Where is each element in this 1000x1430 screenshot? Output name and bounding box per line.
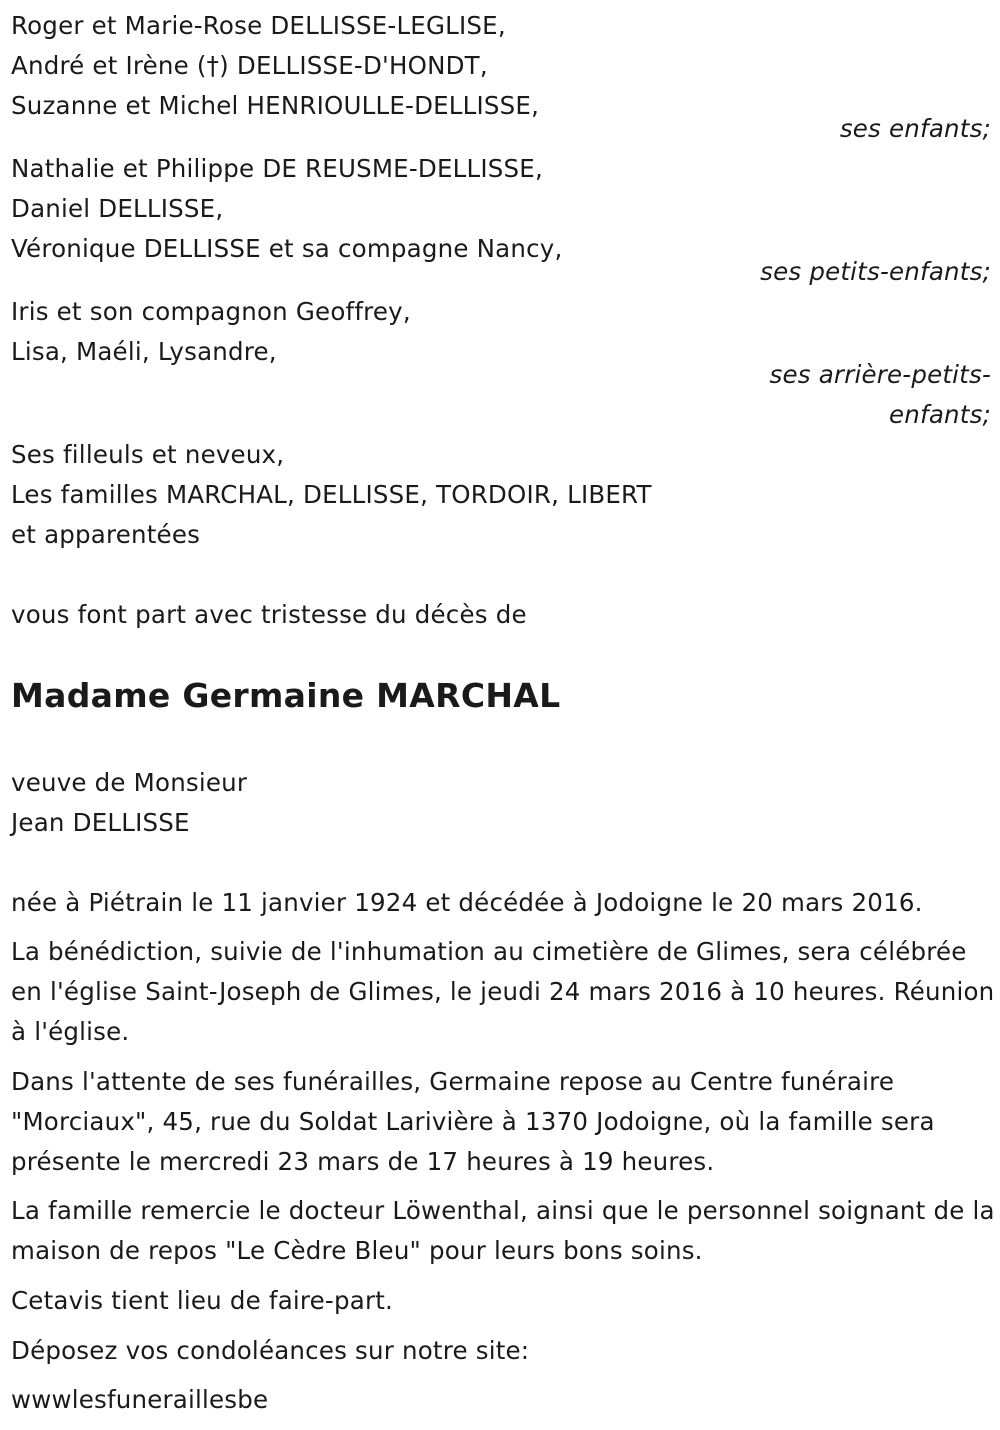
website-link[interactable]: wwwlesfuneraillesbe xyxy=(11,1385,269,1414)
grandchildren-line: Daniel DELLISSE, xyxy=(11,194,224,223)
deceased-name: Madame Germaine MARCHAL xyxy=(11,676,561,715)
others-line: et apparentées xyxy=(11,520,201,549)
notice-paragraph: Cetavis tient lieu de faire-part. xyxy=(11,1286,394,1315)
others-line: Ses filleuls et neveux, xyxy=(11,440,285,469)
children-label: ses enfants; xyxy=(839,114,991,143)
grandchildren-label: ses petits-enfants; xyxy=(760,257,991,286)
announcement-text: vous font part avec tristesse du décès de xyxy=(11,600,527,629)
birth-death-paragraph: née à Piétrain le 11 janvier 1924 et décédée à Jodoigne le 20 mars 2016. xyxy=(11,888,923,917)
ceremony-paragraph: La bénédiction, suivie de l'inhumation au cimetière de Glimes, sera célébrée en l'église Saint-Joseph de Glimes, le jeudi 24 mars 2016 à 10 heures. Réunion à l'église. xyxy=(11,937,995,1046)
great-grandchildren-line: Lisa, Maéli, Lysandre, xyxy=(11,337,277,366)
children-line: Suzanne et Michel HENRIOULLE-DELLISSE, xyxy=(11,91,540,120)
children-line: André et Irène (†) DELLISSE-D'HONDT, xyxy=(11,51,488,80)
others-line: Les familles MARCHAL, DELLISSE, TORDOIR, LIBERT xyxy=(11,480,652,509)
widow-of-line: veuve de Monsieur xyxy=(11,768,248,797)
widow-of-line: Jean DELLISSE xyxy=(11,808,190,837)
children-line: Roger et Marie-Rose DELLISSE-LEGLISE, xyxy=(11,11,506,40)
visitation-paragraph: Dans l'attente de ses funérailles, Germaine repose au Centre funéraire "Morciaux", 45, rue du Soldat Larivière à 1370 Jodoigne, où la famille sera présente le mercredi 23 mars de 17 heures à 19 heures. xyxy=(11,1067,935,1176)
great-grandchildren-label: ses arrière-petits- xyxy=(769,360,991,389)
grandchildren-line: Véronique DELLISSE et sa compagne Nancy, xyxy=(11,234,563,263)
condolences-paragraph: Déposez vos condoléances sur notre site: xyxy=(11,1336,530,1365)
great-grandchildren-line: Iris et son compagnon Geoffrey, xyxy=(11,297,411,326)
thanks-paragraph: La famille remercie le docteur Löwenthal, ainsi que le personnel soignant de la maison de repos "Le Cèdre Bleu" pour leurs bons soins. xyxy=(11,1196,995,1265)
grandchildren-line: Nathalie et Philippe DE REUSME-DELLISSE, xyxy=(11,154,543,183)
great-grandchildren-label: enfants; xyxy=(889,400,991,429)
